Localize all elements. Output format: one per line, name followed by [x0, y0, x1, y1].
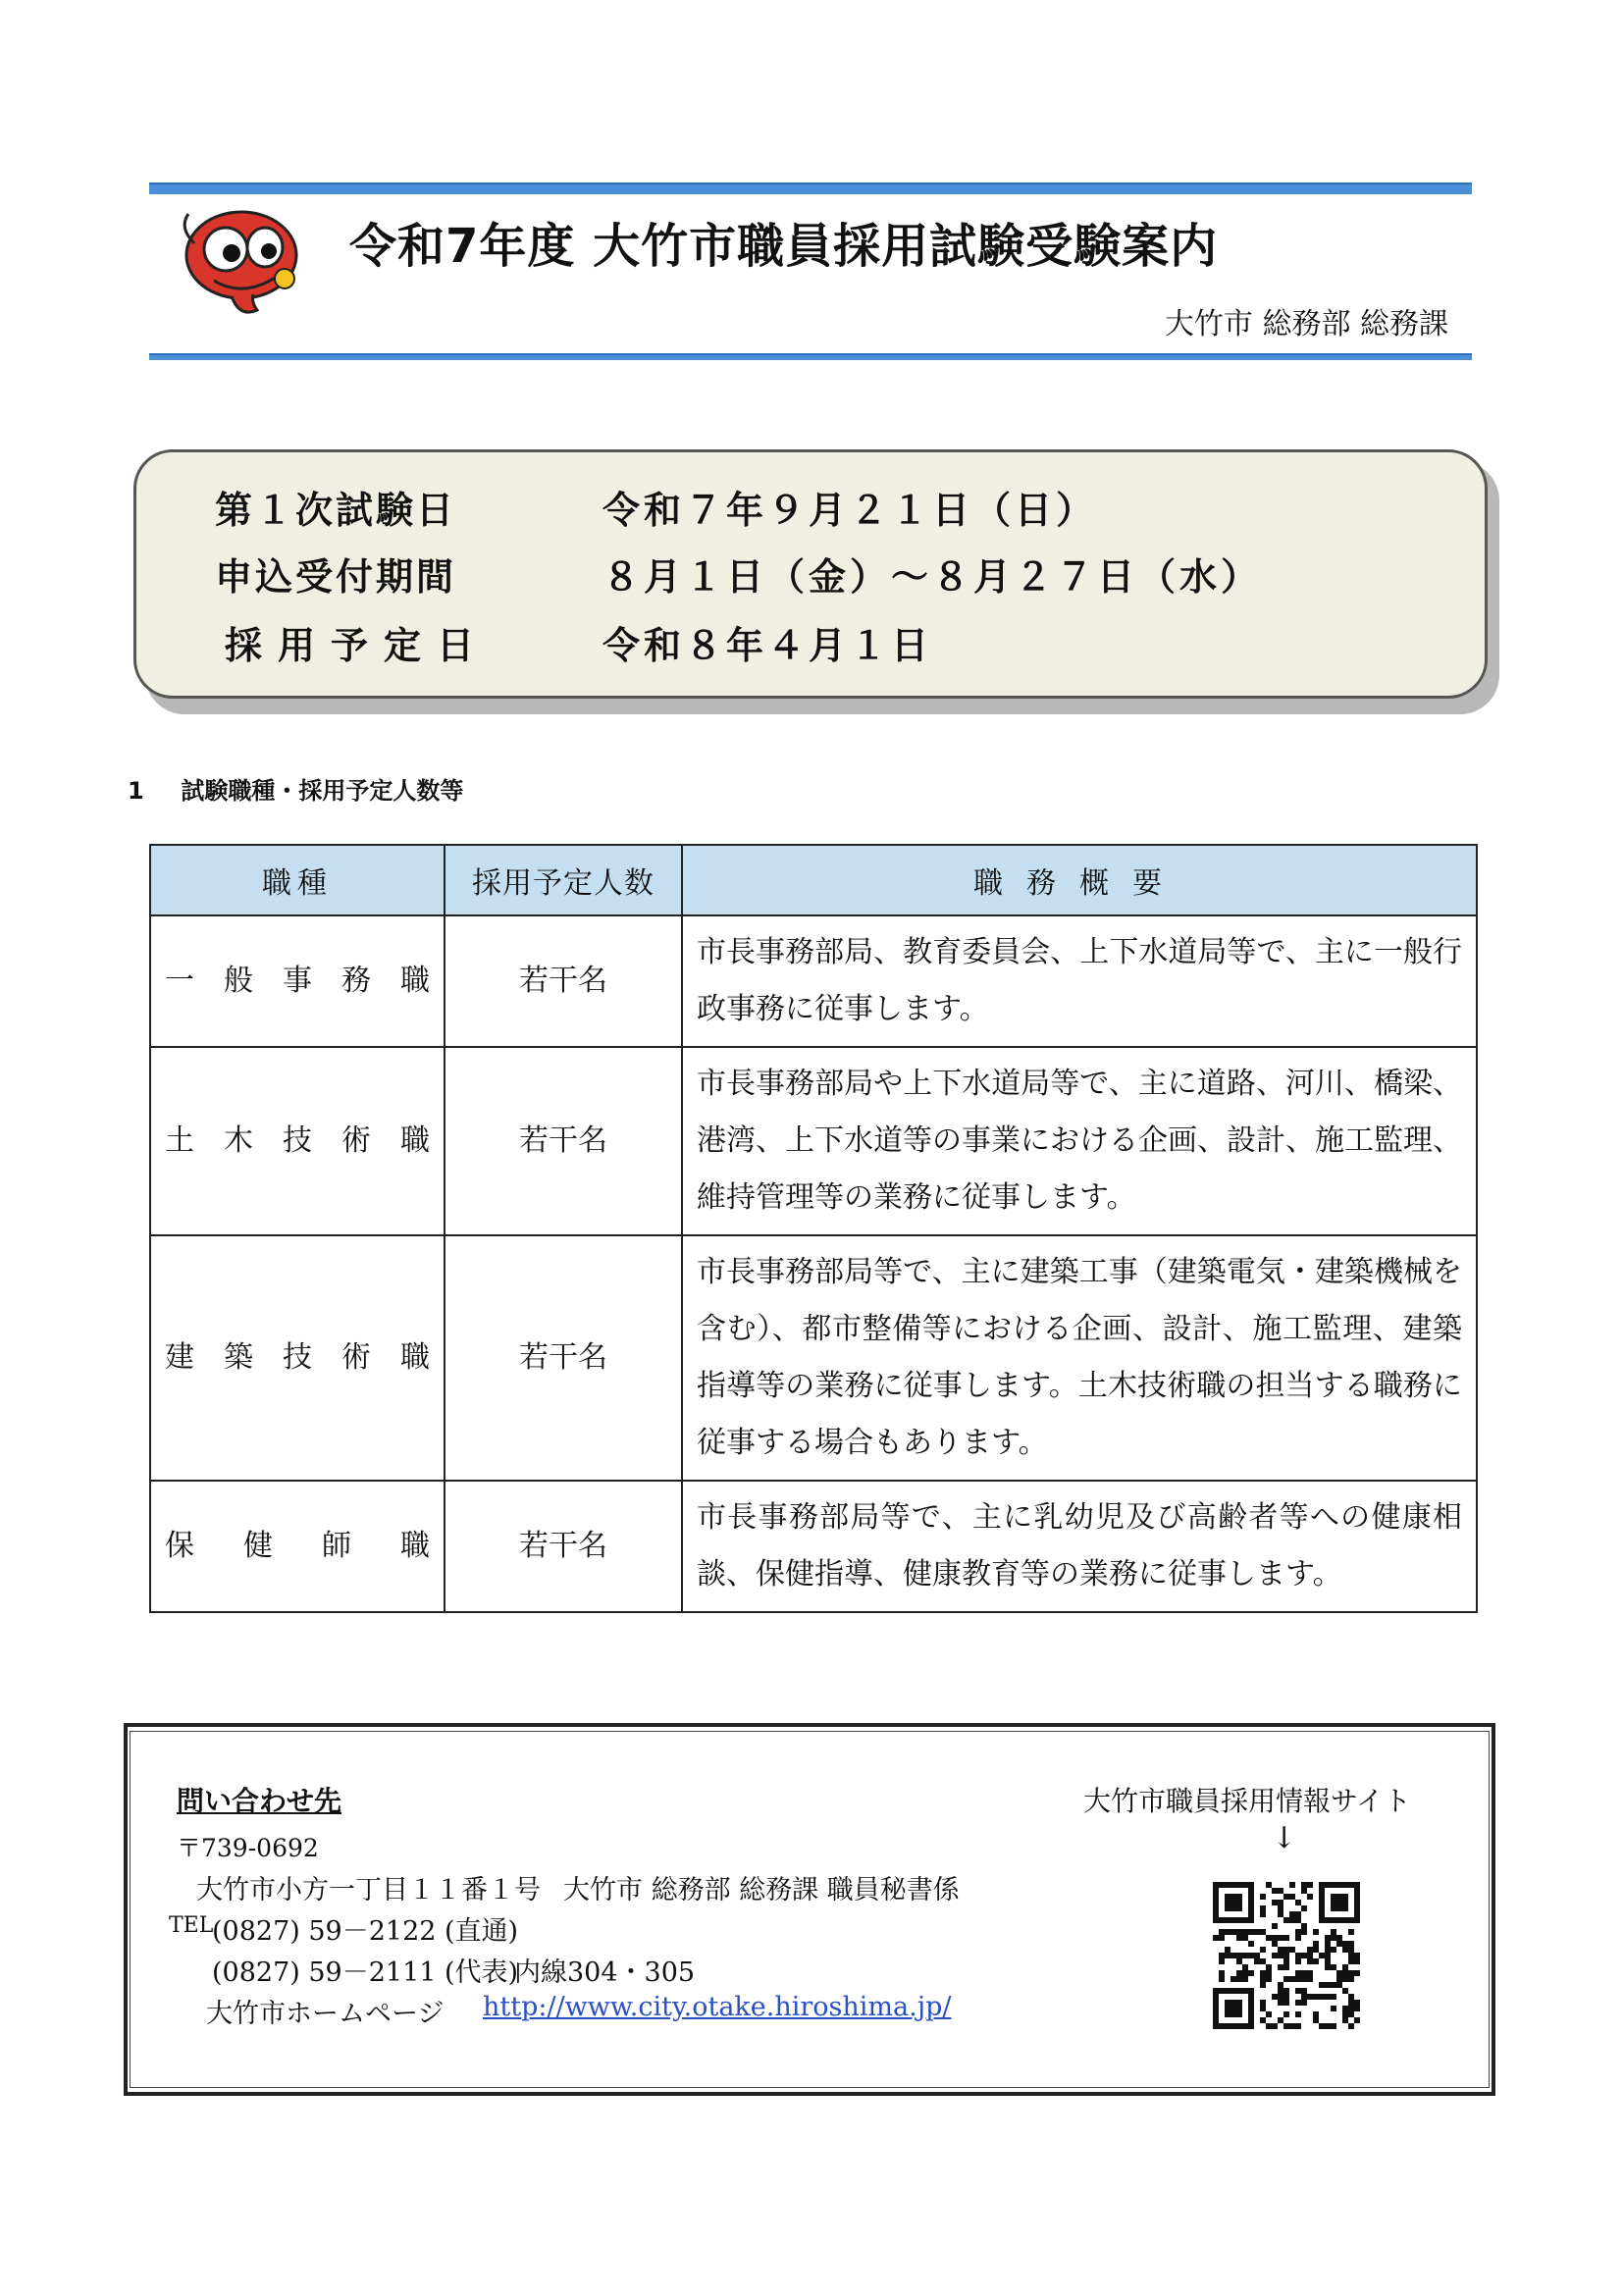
description-cell: 市長事務部局、教育委員会、上下水道局等で、主に一般行政事務に従事します。: [682, 915, 1477, 1047]
tel-main: (0827) 59－2111 (代表): [212, 1957, 519, 1988]
schedule-row-hire-date: [215, 615, 1412, 674]
issuing-department: 大竹市 総務部 総務課: [1164, 307, 1448, 341]
schedule-row-application-period: [215, 547, 1412, 605]
section-number: 1: [128, 777, 144, 805]
schedule-label: 第１次試験日: [215, 489, 457, 532]
homepage-link[interactable]: http://www.city.otake.hiroshima.jp/: [483, 1992, 952, 2022]
schedule-label: 申込受付期間: [215, 555, 457, 599]
schedule-label: 採用予定日: [225, 624, 491, 667]
table-header-row: [150, 845, 1477, 915]
schedule-box: [133, 449, 1488, 699]
schedule-value: ８月１日（金）～８月２７日（水）: [602, 555, 1263, 599]
homepage-label: 大竹市ホームページ: [206, 1999, 445, 2029]
contact-department: 大竹市 総務部 総務課 職員秘書係: [563, 1875, 960, 1905]
tel-direct: (0827) 59－2122 (直通): [212, 1916, 519, 1947]
address: 大竹市小方一丁目１１番１号: [196, 1875, 541, 1905]
table-row: [150, 915, 1477, 1047]
page-title: 令和7年度 大竹市職員採用試験受験案内: [349, 219, 1219, 274]
description-cell: 市長事務部局や上下水道局等で、主に道路、河川、橋梁、港湾、上下水道等の事業における企画、設計、施工監理、維持管理等の業務に従事します。: [682, 1047, 1477, 1235]
count-cell: 若干名: [445, 915, 682, 1047]
tel-label: TEL: [169, 1913, 214, 1938]
count-cell: 若干名: [445, 1047, 682, 1235]
schedule-value: 令和７年９月２１日（日）: [602, 489, 1098, 532]
postal-code: 〒739-0692: [177, 1834, 319, 1862]
header-bottom-rule: [149, 353, 1472, 360]
contact-heading: 問い合わせ先: [177, 1785, 342, 1817]
description-cell: 市長事務部局等で、主に建築工事（建築電気・建築機械を含む）、都市整備等における企画、設計、施工監理、建築指導等の業務に従事します。土木技術職の担当する職務に従事する場合もあります。: [682, 1235, 1477, 1481]
schedule-row-exam-date: [215, 480, 1412, 539]
column-header-job: 職種: [150, 845, 445, 915]
count-cell: 若干名: [445, 1235, 682, 1481]
description-cell: 市長事務部局等で、主に乳幼児及び高齢者等への健康相談、保健指導、健康教育等の業務に従事します。: [682, 1481, 1477, 1612]
tel-extension: 内線304・305: [514, 1957, 696, 1988]
column-header-count: 採用予定人数: [445, 845, 682, 915]
section-title: 試験職種・採用予定人数等: [181, 777, 464, 805]
qr-code-icon[interactable]: [1213, 1882, 1360, 2029]
jobs-table: [149, 844, 1478, 1613]
job-title-cell: 土木技術職: [150, 1047, 445, 1235]
job-title-cell: 保健師職: [150, 1481, 445, 1612]
table-row: [150, 1047, 1477, 1235]
table-row: [150, 1481, 1477, 1612]
mascot-icon: [175, 204, 312, 320]
schedule-value: 令和８年４月１日: [602, 624, 933, 667]
count-cell: 若干名: [445, 1481, 682, 1612]
job-title-cell: 一般事務職: [150, 915, 445, 1047]
header-top-rule: [149, 183, 1472, 194]
column-header-description: 職務概要: [682, 845, 1477, 915]
recruit-site-label: 大竹市職員採用情報サイト: [1083, 1785, 1412, 1817]
section-heading: [128, 771, 463, 806]
job-title-cell: 建築技術職: [150, 1235, 445, 1481]
table-row: [150, 1235, 1477, 1481]
arrow-down-icon: ↓: [1272, 1821, 1297, 1855]
